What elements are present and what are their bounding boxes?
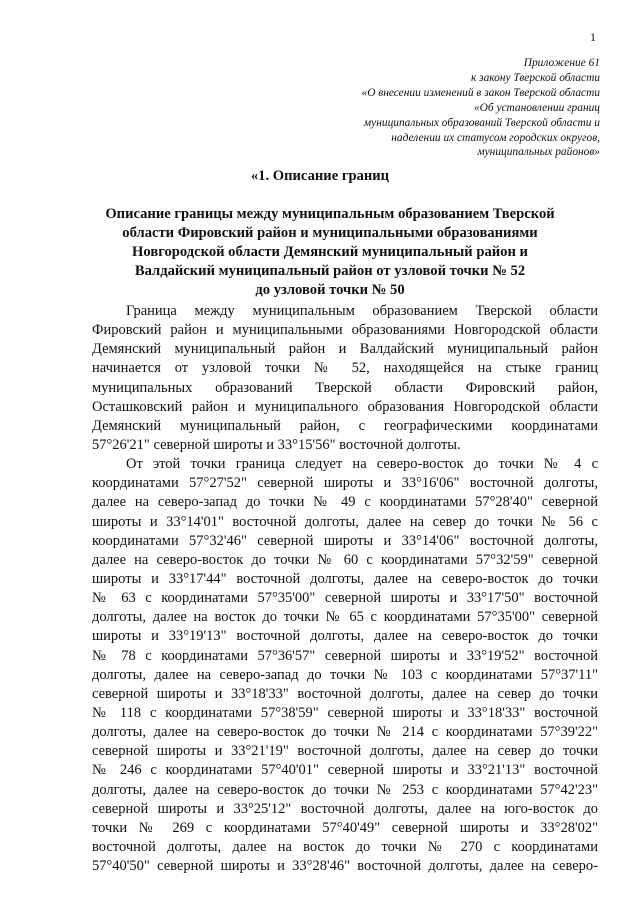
annex-line: «О внесении изменений в закон Тверской области	[361, 86, 600, 99]
text-line: широты и 33°14'01" восточной долготы, далее на север до точки № 56 с	[92, 513, 598, 530]
annex-line: муниципальных районов»	[477, 146, 600, 159]
text-line: начинается от узловой точки № 52, находящейся на стыке границ	[92, 360, 598, 377]
paragraph-1	[92, 302, 598, 455]
text-line: восточной долготы, далее на восток до точки № 270 с координатами	[92, 838, 598, 855]
text-line: № 78 с координатами 57°36'57" северной широты и 33°19'52" восточной	[92, 647, 598, 664]
text-line: северной широты и 33°18'33" восточной долготы, далее на север до точки	[92, 685, 598, 702]
text-line: муниципальных образований Тверской области Фировский район,	[92, 379, 598, 396]
text-line: 57°26'21" северной широты и 33°15'56" восточной долготы.	[92, 436, 461, 453]
annex-reference	[270, 56, 600, 160]
text-line: далее на северо-запад до точки № 49 с координатами 57°28'40" северной	[92, 494, 598, 511]
text-line: № 63 с координатами 57°35'00" северной широты и 33°17'50" восточной	[92, 590, 598, 607]
annex-line: наделении их статусом городских округов,	[391, 131, 600, 144]
annex-line: к закону Тверской области	[470, 71, 600, 84]
heading-line: Новгородской области Демянский муниципальный район и	[132, 244, 528, 260]
document-heading	[95, 205, 565, 300]
text-line: № 118 с координатами 57°38'59" северной широты и 33°18'33" восточной	[92, 704, 598, 721]
text-line: координатами 57°32'46" северной широты и 33°14'06" восточной долготы,	[92, 532, 598, 549]
text-line: широты и 33°19'13" восточной долготы, далее на северо-восток до точки	[92, 628, 598, 645]
annex-line: муниципальных образований Тверской области и	[363, 116, 600, 129]
text-line: 57°40'50" северной широты и 33°28'46" восточной долготы, далее на северо-	[92, 858, 598, 875]
text-line: От этой точки граница следует на северо-восток до точки № 4 с	[126, 456, 598, 473]
text-line: долготы, далее на восток до точки № 65 с координатами 57°35'00" северной	[92, 609, 598, 626]
annex-line: «Об установлении границ	[473, 101, 600, 114]
text-line: широты и 33°17'44" восточной долготы, далее на северо-восток до точки	[92, 570, 598, 587]
heading-line: Описание границы между муниципальным образованием Тверской	[105, 206, 555, 222]
paragraph-2	[92, 455, 598, 876]
text-line: Демянский муниципальный район и Валдайский муниципальный район	[92, 341, 598, 358]
heading-line: области Фировский район и муниципальными образованиями	[122, 225, 538, 241]
text-line: Осташковский район и муниципального образования Новгородской области	[92, 398, 598, 415]
text-line: северной широты и 33°21'19" восточной долготы, далее на север до точки	[92, 743, 598, 760]
heading-line: Валдайский муниципальный район от узловой точки № 52	[134, 263, 526, 279]
text-line: долготы, далее на северо-запад до точки № 103 с координатами 57°37'11"	[92, 666, 598, 683]
text-line: далее на северо-восток до точки № 60 с координатами 57°32'59" северной	[92, 551, 598, 568]
text-line: точки № 269 с координатами 57°40'49" северной широты и 33°28'02"	[92, 819, 598, 836]
text-line: долготы, далее на северо-восток до точки № 214 с координатами 57°39'22"	[92, 724, 598, 741]
annex-line: Приложение 61	[523, 57, 600, 69]
section-title: «1. Описание границ	[250, 168, 390, 184]
text-line: северной широты и 33°25'12" восточной долготы, далее на юго-восток до	[92, 800, 598, 817]
heading-line: до узловой точки № 50	[255, 282, 405, 298]
text-line: долготы, далее на северо-восток до точки № 253 с координатами 57°42'23"	[92, 781, 598, 798]
document-body	[92, 302, 598, 876]
page-number: 1	[590, 30, 596, 44]
text-line: Фировский район и муниципальными образованиями Новгородской области	[92, 322, 598, 339]
text-line: Демянский муниципальный район, с географическими координатами	[92, 417, 598, 434]
text-line: № 246 с координатами 57°40'01" северной широты и 33°21'13" восточной	[92, 762, 598, 779]
text-line: координатами 57°27'52" северной широты и 33°16'06" восточной долготы,	[92, 475, 598, 492]
text-line: Граница между муниципальным образованием Тверской области	[126, 303, 598, 319]
